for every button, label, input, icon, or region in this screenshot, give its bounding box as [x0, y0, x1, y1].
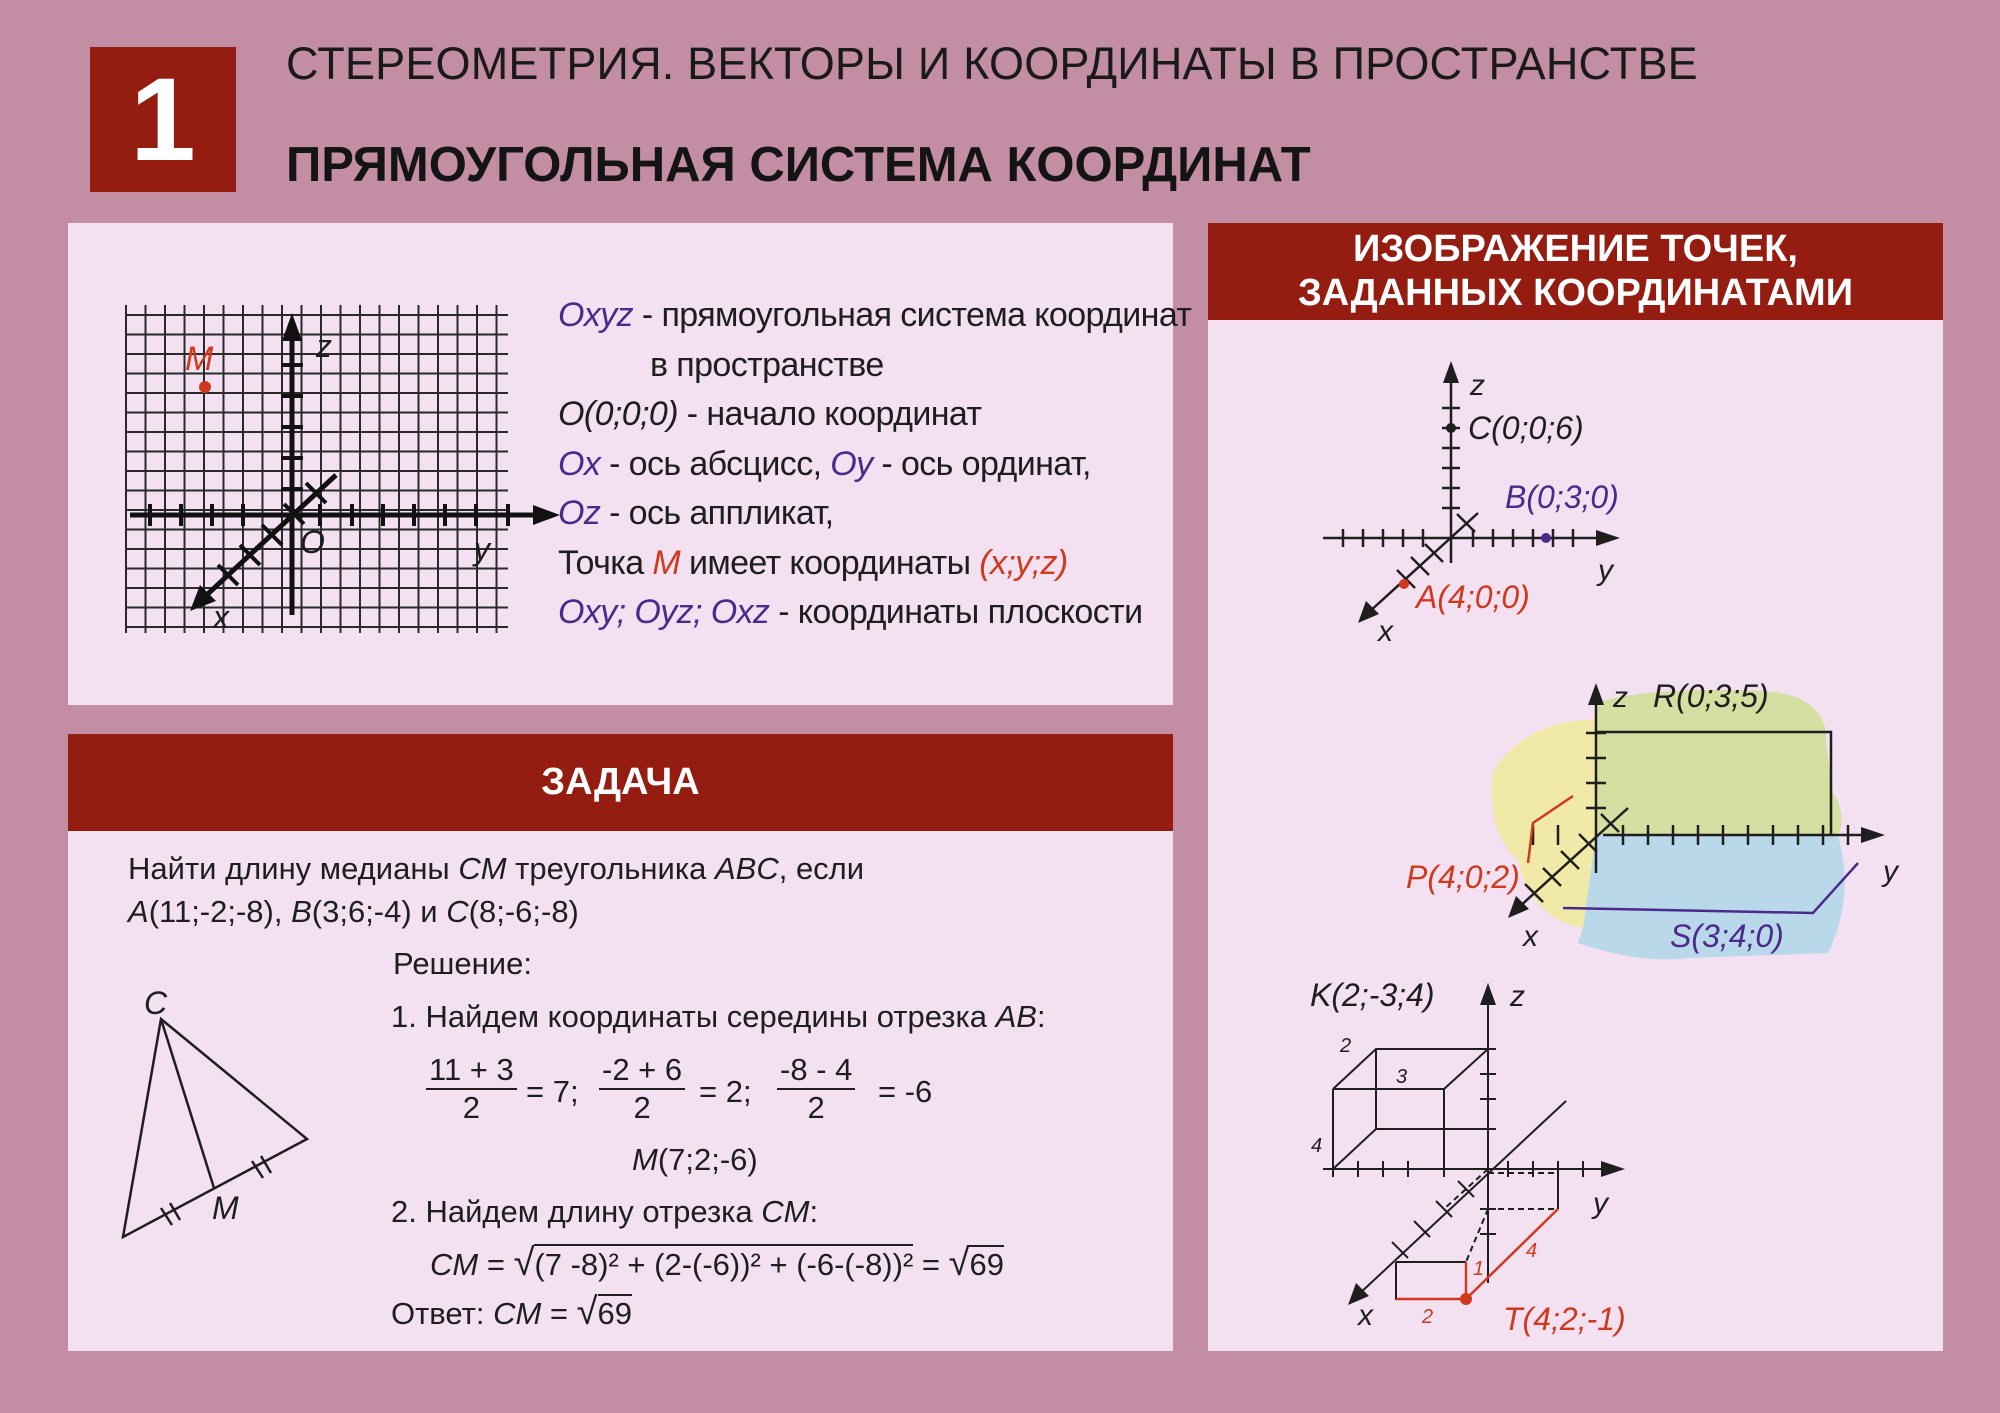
def-line-7: Oxy; Oyz; Oxz - координаты плоскости — [558, 593, 1143, 631]
fraction-3: $\frac{-8 - 4}{2}$ — [777, 1052, 855, 1126]
z-axis-arrow — [282, 313, 302, 341]
fig1-x-label: x — [1378, 615, 1393, 648]
fraction-3-result: = -6 — [878, 1074, 933, 1109]
point-m-label: M — [185, 340, 214, 378]
triangle-figure — [68, 734, 388, 1351]
fig3-dim-3: 3 — [1396, 1066, 1408, 1088]
def-line-3: O(0;0;0) - начало координат — [558, 395, 982, 433]
task-heading: ЗАДАЧА — [68, 734, 1173, 831]
fig1-z-label: z — [1470, 369, 1485, 402]
fig2-point-p: P(4;0;2) — [1406, 859, 1520, 895]
y-axis-arrow — [533, 505, 560, 525]
figure-2 — [1406, 678, 1900, 959]
def-line-2: в пространстве — [650, 345, 884, 384]
points-figures — [1208, 223, 1943, 1351]
section-number: 1 — [130, 53, 196, 186]
fig2-z-label: z — [1613, 681, 1628, 714]
fig3-z-label: z — [1510, 980, 1525, 1013]
fig3-dim-2b: 2 — [1422, 1306, 1434, 1328]
fig3-point-t: T(4;2;-1) — [1503, 1301, 1626, 1337]
fig2-point-s: S(3;4;0) — [1670, 918, 1784, 954]
point-m-dot — [199, 381, 211, 393]
fig3-dim-4: 4 — [1311, 1135, 1323, 1157]
page-title: ПРЯМОУГОЛЬНАЯ СИСТЕМА КООРДИНАТ — [286, 138, 1311, 192]
page-subtitle: СТЕРЕОМЕТРИЯ. ВЕКТОРЫ И КООРДИНАТЫ В ПРОСТРАНСТВЕ — [286, 38, 1698, 89]
vertex-c-label: C — [144, 985, 168, 1021]
task-condition-line-2: A(11;-2;-8), B(3;6;-4) и C(8;-6;-8) — [128, 894, 579, 929]
fig1-y-label: y — [1598, 554, 1613, 587]
distance-equation: CM = √(7 -8)² + (2-(-6))² + (-6-(-8))² = √69 — [430, 1242, 1004, 1284]
points-panel — [1208, 223, 1943, 1351]
fig2-point-r: R(0;3;5) — [1653, 678, 1769, 714]
fig2-y-label: y — [1883, 855, 1898, 888]
fig3-dim-2a: 2 — [1340, 1035, 1352, 1057]
def-line-1: Oxyz - прямоугольная система координат — [558, 296, 1192, 334]
axis-x-label: x — [213, 599, 229, 635]
solution-step-2: 2. Найдем длину отрезка CM: — [391, 1194, 819, 1229]
solution-step-1: 1. Найдем координаты середины отрезка AB: — [391, 999, 1046, 1034]
def-line-5: Oz - ось аппликат, — [558, 494, 834, 532]
fraction-1: $\frac{11 + 3}{2}$ — [426, 1052, 517, 1126]
section-number-badge — [90, 47, 236, 192]
figure-3 — [1323, 993, 1613, 1299]
def-line-4: Ox - ось абсцисс, Oy - ось ординат, — [558, 444, 1091, 483]
fig3-y-label: y — [1593, 1187, 1608, 1220]
fig3-dim-1: 1 — [1473, 1258, 1485, 1280]
fig2-x-label: x — [1523, 920, 1538, 953]
sqrt-sign: √ — [513, 1242, 535, 1284]
def-line-6: Точка M имеет координаты (x;y;z) — [558, 543, 1068, 582]
midpoint-result: M(7;2;-6) — [632, 1142, 758, 1177]
task-panel — [68, 734, 1173, 1351]
fraction-2: $\frac{-2 + 6}{2}$ — [599, 1052, 685, 1126]
fig3-x-label: x — [1358, 1299, 1373, 1332]
fraction-2-result: = 2; — [699, 1074, 752, 1109]
axis-y-label: y — [474, 531, 490, 567]
task-condition-line-1: Найти длину медианы CM треугольника ABC, если — [128, 851, 865, 886]
points-heading-line-2: ЗАДАННЫХ КООРДИНАТАМИ — [1297, 272, 1854, 314]
axis-z-label: z — [316, 328, 332, 364]
fig1-point-a: A(4;0;0) — [1416, 579, 1530, 615]
midpoint-m-label: M — [212, 1190, 239, 1226]
fig1-point-c: C(0;0;6) — [1468, 410, 1584, 446]
fig3-point-k: K(2;-3;4) — [1310, 977, 1435, 1013]
definitions-list — [558, 291, 1191, 638]
median-cm — [161, 1019, 214, 1188]
fig3-dim-4b: 4 — [1526, 1240, 1538, 1262]
coordinate-system-panel — [68, 223, 1192, 705]
answer-line: Ответ: CM = √69 — [391, 1291, 632, 1333]
fraction-1-result: = 7; — [526, 1074, 579, 1109]
points-heading-line-1: ИЗОБРАЖЕНИЕ ТОЧЕК, — [1353, 228, 1798, 270]
fig1-point-b: B(0;3;0) — [1505, 479, 1619, 515]
origin-label: O — [300, 524, 325, 560]
solution-label: Решение: — [393, 946, 532, 981]
